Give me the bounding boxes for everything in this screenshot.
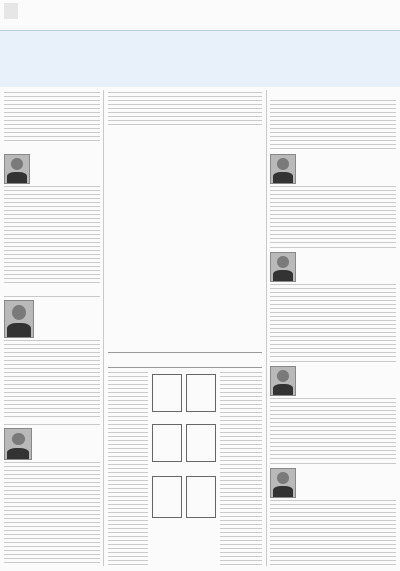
bar-chart	[108, 209, 264, 275]
book-cover	[152, 424, 182, 462]
book-cover	[152, 476, 182, 518]
intro-text	[108, 92, 262, 126]
page-number	[4, 3, 18, 19]
book-cover	[186, 374, 216, 412]
portrait-photo	[270, 366, 296, 396]
article-body	[4, 186, 100, 286]
book-notes	[220, 372, 262, 566]
book-notes	[108, 372, 148, 566]
portrait-photo	[270, 252, 296, 282]
book-cover	[152, 374, 182, 412]
column-divider	[103, 90, 104, 566]
book-cover	[186, 476, 216, 518]
article-body	[270, 500, 396, 566]
portrait-photo	[4, 154, 30, 184]
article-body	[270, 284, 396, 358]
portrait-photo	[270, 154, 296, 184]
intro-text	[4, 92, 100, 144]
portrait-photo	[4, 428, 32, 460]
pie-charts	[108, 138, 264, 200]
headline-band	[0, 30, 400, 87]
right-intro-text	[270, 100, 396, 150]
masthead	[0, 0, 400, 30]
portrait-photo	[4, 300, 34, 338]
article-body	[270, 398, 396, 460]
article-body	[4, 462, 100, 566]
ellipse-pie-chart	[150, 284, 250, 346]
article-body	[270, 186, 396, 244]
portrait-photo	[270, 468, 296, 498]
column-divider	[266, 90, 267, 566]
book-cover	[186, 424, 216, 462]
article-body	[4, 340, 100, 420]
